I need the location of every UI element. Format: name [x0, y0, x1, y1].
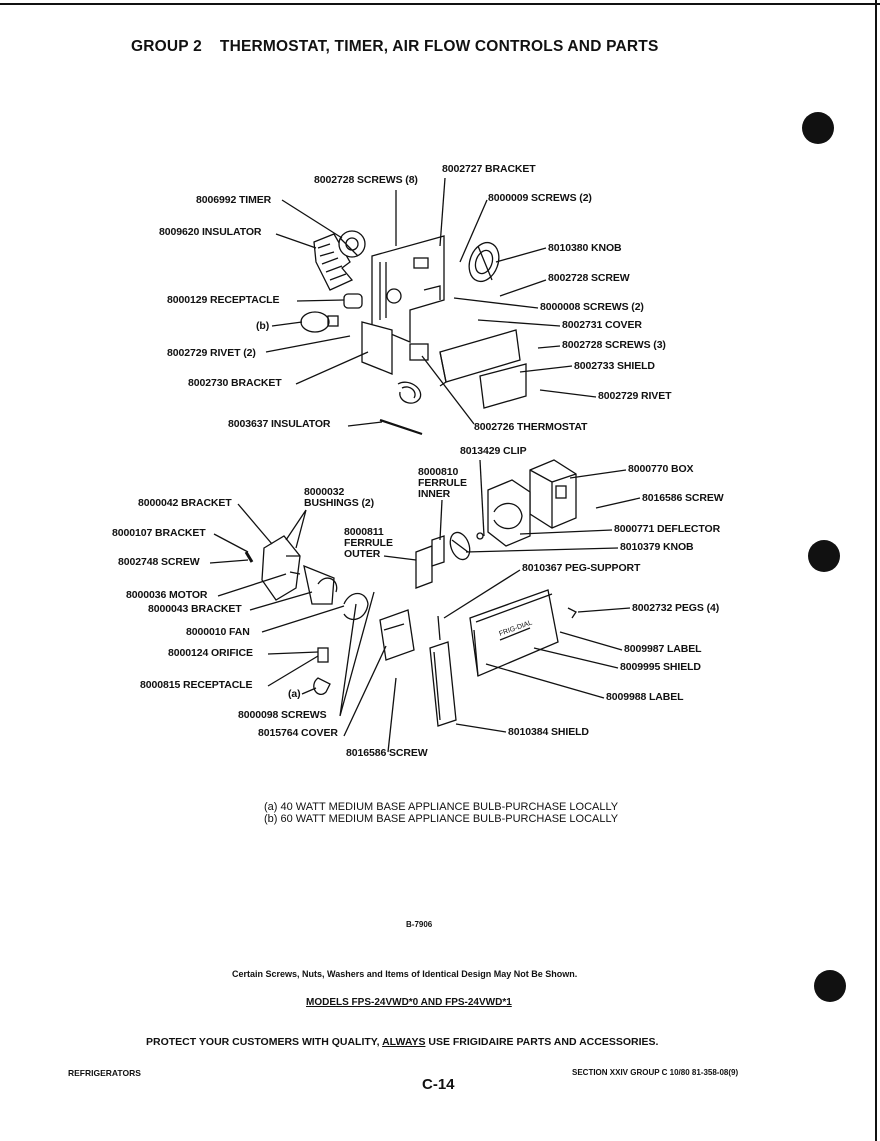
- label-8002732-pegs-4: 8002732 PEGS (4): [632, 602, 720, 614]
- note-a: (a) 40 WATT MEDIUM BASE APPLIANCE BULB-PURCHASE LOCALLY: [264, 801, 619, 813]
- section-reference: SECTION XXIV GROUP C 10/80 81-358-08(9): [572, 1068, 739, 1077]
- shield-8010384-part: [430, 642, 456, 726]
- box-8000770-leader: [570, 470, 626, 478]
- fan-motor-assembly-part: [262, 536, 337, 604]
- screws-8002728-3-leader: [538, 346, 560, 348]
- box-8000770-part: [530, 460, 576, 528]
- label-8013429-clip: 8013429 CLIP: [460, 445, 527, 457]
- protect-pre: PROTECT YOUR CUSTOMERS WITH QUALITY,: [146, 1036, 383, 1048]
- label-8000107-bracket: 8000107 BRACKET: [112, 527, 206, 539]
- label-8006992-timer: 8006992 TIMER: [196, 194, 272, 206]
- label-8002730-bracket: 8002730 BRACKET: [188, 377, 282, 389]
- label-8016586-screw-b: 8016586 SCREW: [346, 747, 428, 759]
- label-8000810-line3: INNER: [418, 488, 451, 500]
- label-8009988-label: 8009988 LABEL: [606, 691, 684, 703]
- label-8009987-leader: [560, 632, 622, 650]
- label-8000036-motor: 8000036 MOTOR: [126, 589, 208, 601]
- screw-8016586-b-leader: [388, 678, 396, 752]
- page-title: GROUP 2 THERMOSTAT, TIMER, AIR FLOW CONTROLS AND PARTS: [131, 38, 659, 55]
- label-8000810-line2: FERRULE: [418, 477, 467, 489]
- label-8000010-fan: 8000010 FAN: [186, 626, 250, 638]
- label-8000811-line1: 8000811: [344, 526, 384, 538]
- peg-support-8010367-part: [438, 616, 440, 640]
- label-8016586-screw: 8016586 SCREW: [642, 492, 724, 504]
- receptacle-8000129-part: [344, 294, 362, 308]
- screw-8002748-leader: [210, 560, 248, 563]
- label-b-marker: (b): [256, 320, 270, 332]
- protect-line: [146, 1036, 658, 1048]
- knob-8010380-leader: [496, 248, 546, 262]
- label-8000771-deflector: 8000771 DEFLECTOR: [614, 523, 721, 535]
- label-8002728-screw: 8002728 SCREW: [548, 272, 630, 284]
- screws-8000008-leader: [454, 298, 538, 308]
- cover-8002731-leader: [478, 320, 560, 326]
- shield-8002733-leader: [520, 366, 572, 372]
- label-8000008-screws-2: 8000008 SCREWS (2): [540, 301, 644, 313]
- bulb-a-leader: [302, 688, 316, 694]
- bulb-a-part: [314, 678, 330, 694]
- label-8015764-cover: 8015764 COVER: [258, 727, 338, 739]
- insulator-8003637-part: [380, 420, 422, 434]
- label-8000042-bracket: 8000042 BRACKET: [138, 497, 232, 509]
- label-8000043-bracket: 8000043 BRACKET: [148, 603, 242, 615]
- shield-8002733-part: [480, 364, 526, 408]
- pegs-8002732-leader: [578, 608, 630, 612]
- label-8002729-rivet-2: 8002729 RIVET (2): [167, 347, 256, 359]
- label-8009620-insulator: 8009620 INSULATOR: [159, 226, 262, 238]
- models: MODELS FPS-24VWD*0 AND FPS-24VWD*1: [306, 997, 512, 1008]
- label-8002728-screws-3: 8002728 SCREWS (3): [562, 339, 666, 351]
- disclaimer: Certain Screws, Nuts, Washers and Items of Identical Design May Not Be Shown.: [232, 969, 578, 979]
- bracket-8002730-leader: [296, 352, 368, 384]
- timer-8006992-leader: [282, 200, 342, 238]
- label-8002728-screws-8: 8002728 SCREWS (8): [314, 174, 418, 186]
- label-8002733-shield: 8002733 SHIELD: [574, 360, 655, 372]
- label-8010367-peg-support: 8010367 PEG-SUPPORT: [522, 562, 641, 574]
- bracket-8002730-part: [362, 322, 392, 374]
- drawing-code: B-7906: [406, 920, 433, 929]
- knob-8010379-leader: [466, 548, 618, 552]
- page-number: C-14: [422, 1076, 455, 1093]
- receptacle-8000129-leader: [297, 300, 344, 301]
- insulator-8009620-leader: [276, 234, 316, 248]
- knob-8010379-part: [447, 530, 473, 562]
- footer-left: REFRIGERATORS: [68, 1068, 141, 1078]
- protect-post: USE FRIGIDAIRE PARTS AND ACCESSORIES.: [425, 1036, 659, 1048]
- rivet-8002729-2-leader: [266, 336, 350, 352]
- bulb-b-part: [301, 312, 338, 332]
- shield-8010384-leader: [456, 724, 506, 732]
- clip-8013429-part: [477, 533, 483, 539]
- cover-8015764-leader: [344, 646, 386, 736]
- timer-8006992-part: [339, 231, 365, 257]
- bracket-8000107-leader: [214, 534, 248, 552]
- label-8000815-receptacle: 8000815 RECEPTACLE: [140, 679, 253, 691]
- label-8000810-line1: 8000810: [418, 466, 459, 478]
- label-8009988-leader: [486, 664, 604, 698]
- ferrule-8000811-leader: [384, 556, 416, 560]
- label-8009987-label: 8009987 LABEL: [624, 643, 702, 655]
- label-8000811-line2: FERRULE: [344, 537, 393, 549]
- label-8010384-shield: 8010384 SHIELD: [508, 726, 589, 738]
- label-8009995-shield: 8009995 SHIELD: [620, 661, 701, 673]
- label-8000811-line3: OUTER: [344, 548, 381, 560]
- bracket-8002727-part: [372, 236, 444, 342]
- label-a-marker: (a): [288, 688, 301, 700]
- note-b: (b) 60 WATT MEDIUM BASE APPLIANCE BULB-PURCHASE LOCALLY: [264, 813, 619, 825]
- receptacle-8000815-part: [318, 648, 328, 662]
- label-8002726-thermostat: 8002726 THERMOSTAT: [474, 421, 588, 433]
- protect-always: ALWAYS: [382, 1036, 426, 1048]
- deflector-8000771-part: [488, 480, 530, 546]
- thermostat-8002726-part: [398, 344, 428, 403]
- shield-8009995-leader: [534, 648, 618, 668]
- svg-text:FRIG-DIAL: FRIG-DIAL: [498, 619, 534, 638]
- cover-8015764-part: [380, 610, 414, 660]
- label-8000009-screws-2: 8000009 SCREWS (2): [488, 192, 592, 204]
- label-8002748-screw: 8002748 SCREW: [118, 556, 200, 568]
- label-8000098-screws: 8000098 SCREWS: [238, 709, 327, 721]
- bracket-8000042-leader: [238, 504, 272, 544]
- bulb-b-leader: [272, 322, 302, 326]
- label-8000124-orifice: 8000124 ORIFICE: [168, 647, 253, 659]
- label-8002727-bracket: 8002727 BRACKET: [442, 163, 536, 175]
- label-8002731-cover: 8002731 COVER: [562, 319, 642, 331]
- label-8002729-rivet: 8002729 RIVET: [598, 390, 672, 402]
- rivet-8002729-leader: [540, 390, 596, 397]
- insulator-8003637-leader: [348, 422, 382, 426]
- label-8003637-insulator: 8003637 INSULATOR: [228, 418, 331, 430]
- ferrule-8000811-part: [416, 546, 432, 588]
- clip-8013429-leader: [480, 460, 484, 536]
- label-8000129-receptacle: 8000129 RECEPTACLE: [167, 294, 280, 306]
- receptacle-8000815-leader: [268, 656, 318, 686]
- fan-8000010-leader: [262, 606, 344, 632]
- screw-8002728-leader: [500, 280, 546, 296]
- label-8010379-knob: 8010379 KNOB: [620, 541, 694, 553]
- deflector-8000771-leader: [520, 530, 612, 534]
- ferrule-8000810-leader: [440, 500, 442, 540]
- label-8000032-line1: 8000032: [304, 486, 345, 498]
- shield-8009995-part: [470, 590, 558, 676]
- label-8010380-knob: 8010380 KNOB: [548, 242, 622, 254]
- pegs-8002732-part: [568, 608, 576, 618]
- label-8000770-box: 8000770 BOX: [628, 463, 694, 475]
- ferrule-8000810-part: [432, 536, 444, 566]
- orifice-8000124-leader: [268, 652, 318, 654]
- screw-8016586-leader: [596, 498, 640, 508]
- label-8000032-line2: BUSHINGS (2): [304, 497, 374, 509]
